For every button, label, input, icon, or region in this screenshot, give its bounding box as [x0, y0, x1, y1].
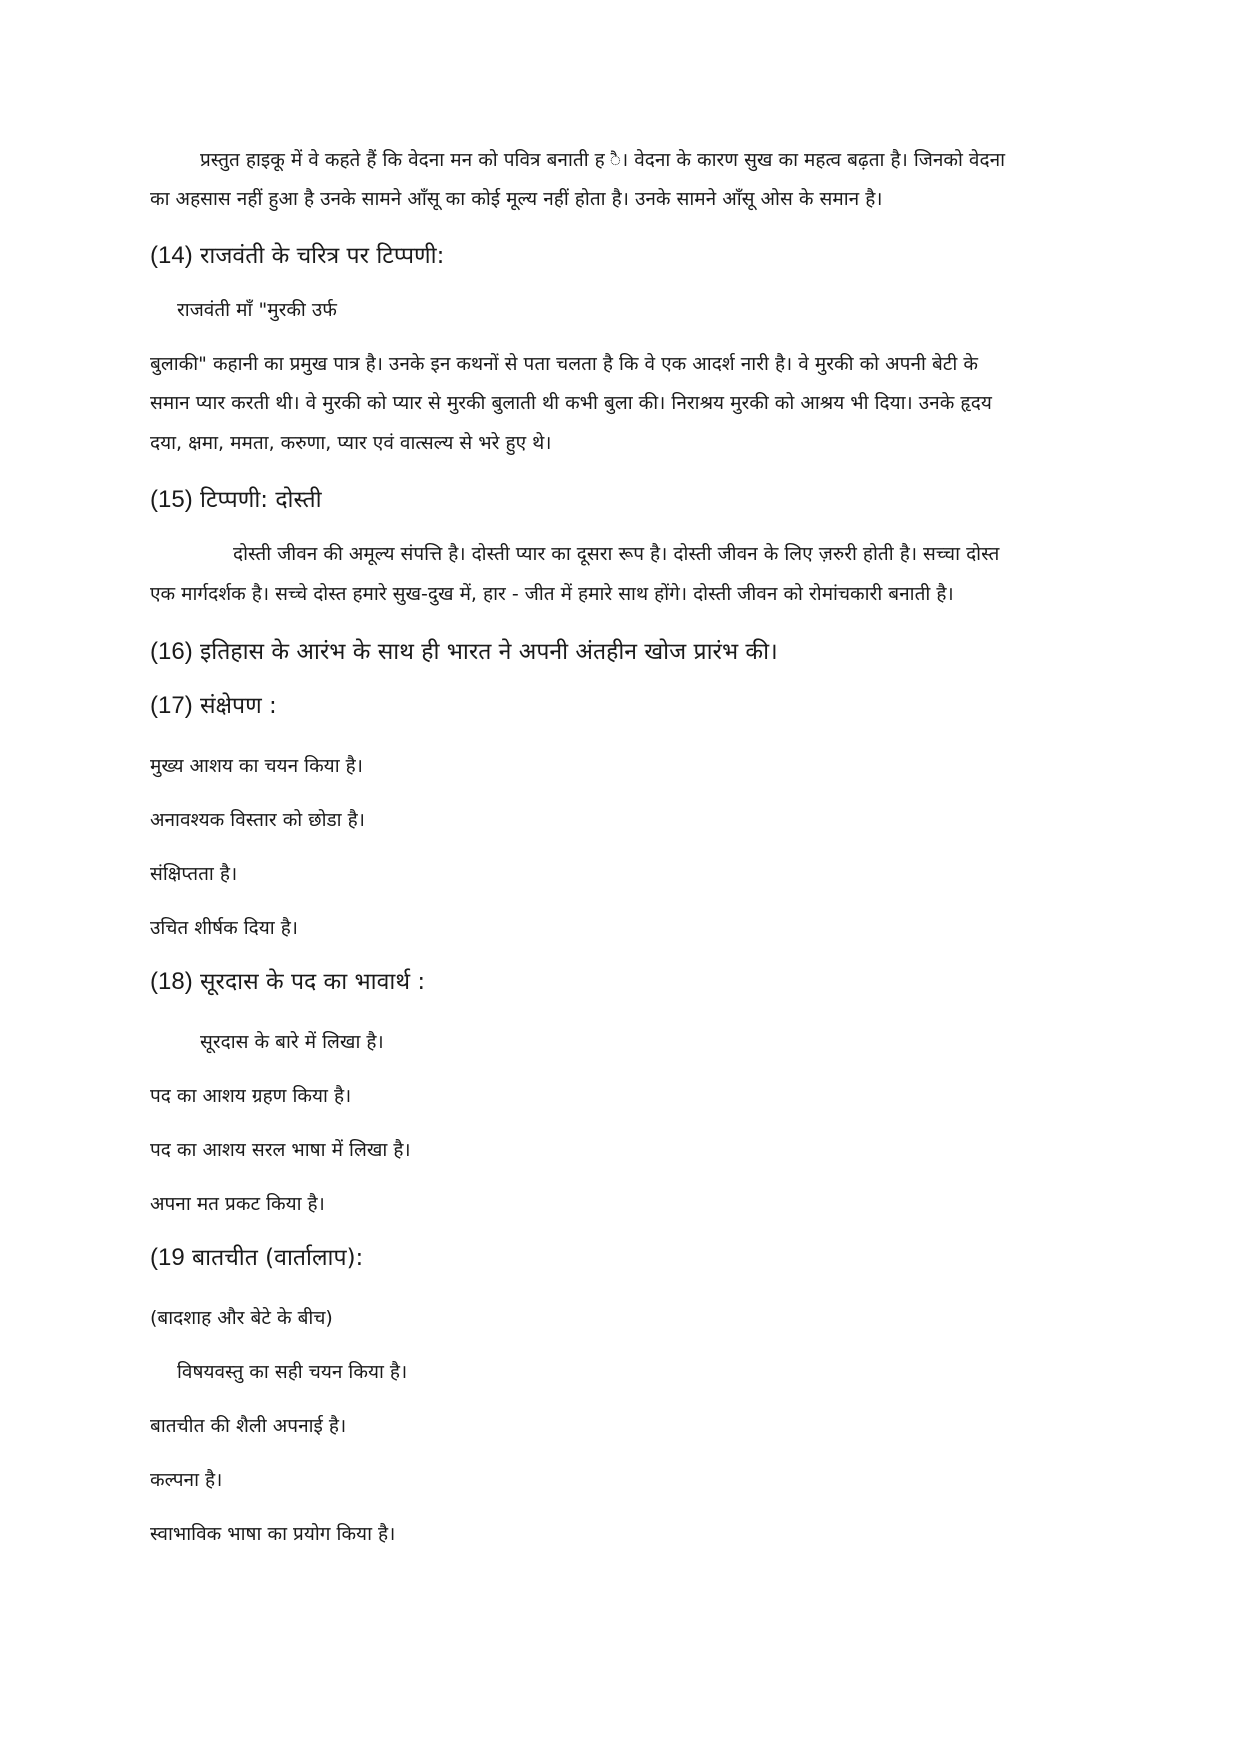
section-19-number: (19	[150, 1244, 185, 1271]
section-19-heading	[150, 1246, 363, 1270]
section-18-point: अपना मत प्रकट किया है।	[150, 1193, 325, 1215]
section-16-title: इतिहास के आरंभ के साथ ही भारत ने अपनी अंतहीन खोज प्रारंभ की।	[200, 639, 778, 665]
section-18-point: पद का आशय ग्रहण किया है।	[150, 1085, 352, 1107]
section-18-point: पद का आशय सरल भाषा में लिखा है।	[150, 1139, 411, 1161]
section-13-paragraph-line-1: प्रस्तुत हाइकू में वे कहते हैं कि वेदना मन को पवित्र बनाती ह ै। वेदना के कारण सुख का महत्व बढ़ता है। जिनको वेदना	[200, 149, 1006, 171]
section-15-paragraph-line-1: दोस्ती जीवन की अमूल्य संपत्ति है। दोस्ती प्यार का दूसरा रूप है। दोस्ती जीवन के लिए ज़रुरी होती है। सच्चा दोस्त	[233, 543, 1000, 565]
section-17-heading	[150, 694, 277, 718]
section-14-title: राजवंती के चरित्र पर टिप्पणी:	[200, 243, 445, 269]
section-15-title: टिप्पणी: दोस्ती	[200, 487, 322, 513]
section-15-paragraph-line-2: एक मार्गदर्शक है। सच्चे दोस्त हमारे सुख-दुख में, हार - जीत में हमारे साथ होंगे। दोस्ती जीवन को रोमांचकारी बनाती है।	[150, 583, 954, 605]
section-14-paragraph-line-3: दया, क्षमा, ममता, करुणा, प्यार एवं वात्सल्य से भरे हुए थे।	[150, 432, 552, 454]
section-19-subtitle: (बादशाह और बेटे के बीच)	[150, 1307, 333, 1329]
section-19-point: विषयवस्तु का सही चयन किया है।	[177, 1361, 408, 1383]
section-19-point: कल्पना है।	[150, 1469, 223, 1491]
section-15-heading	[150, 488, 322, 512]
section-19-point: स्वाभाविक भाषा का प्रयोग किया है।	[150, 1523, 396, 1545]
section-19-title: बातचीत (वार्तालाप):	[192, 1245, 364, 1271]
section-17-point: अनावश्यक विस्तार को छोडा है।	[150, 809, 365, 831]
section-16-number: (16)	[150, 638, 193, 665]
section-14-paragraph-line-2: समान प्यार करती थी। वे मुरकी को प्यार से मुरकी बुलाती थी कभी बुला की। निराश्रय मुरकी को आश्रय भी दिया। उनके हृदय	[150, 392, 992, 414]
section-18-point: सूरदास के बारे में लिखा है।	[200, 1031, 384, 1053]
section-17-title: संक्षेपण :	[200, 693, 277, 719]
section-14-intro: राजवंती माँ "मुरकी उर्फ	[177, 299, 337, 321]
section-14-number: (14)	[150, 242, 193, 269]
section-13-paragraph-line-2: का अहसास नहीं हुआ है उनके सामने आँसू का कोई मूल्य नहीं होता है। उनके सामने आँसू ओस के समान है।	[150, 188, 883, 210]
section-19-point: बातचीत की शैली अपनाई है।	[150, 1415, 347, 1437]
section-17-point: संक्षिप्तता है।	[150, 863, 238, 885]
section-17-point: उचित शीर्षक दिया है।	[150, 917, 299, 939]
section-14-heading	[150, 244, 444, 268]
section-18-heading	[150, 970, 425, 994]
section-15-number: (15)	[150, 486, 193, 513]
section-16-heading	[150, 640, 778, 664]
section-18-title: सूरदास के पद का भावार्थ :	[200, 969, 426, 995]
section-17-point: मुख्य आशय का चयन किया है।	[150, 755, 363, 777]
section-18-number: (18)	[150, 968, 193, 995]
section-14-paragraph-line-1: बुलाकी" कहानी का प्रमुख पात्र है। उनके इन कथनों से पता चलता है कि वे एक आदर्श नारी है। वे मुरकी को अपनी बेटी के	[150, 353, 978, 375]
section-17-number: (17)	[150, 692, 193, 719]
